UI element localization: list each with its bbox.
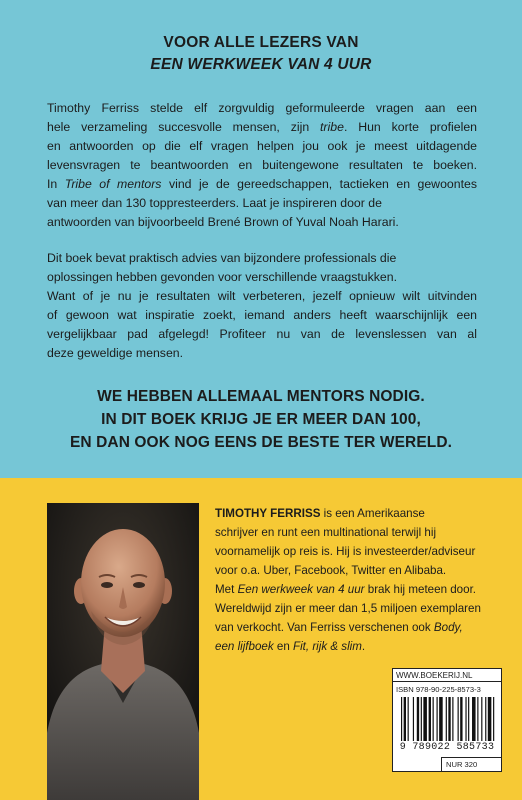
intro-text: vind je de gereedschappen, tactieken en gewoontes [161,177,477,191]
slogan-line: WE HEBBEN ALLEMAAL MENTORS NODIG. [97,388,425,405]
bio-text-italic: Body, [433,621,463,634]
body-line: of gewoon wat inspiratie zoekt, iemand anders heeft waarschijnlijk een [47,308,477,322]
body-line: oplossingen hebben gevonden voor verschillende vraagstukken. [47,270,398,284]
author-portrait-image [47,503,199,800]
bio-text: brak hij meteen door. [364,583,477,596]
isbn-text: ISBN 978-90-225-8573-3 [396,685,481,694]
intro-line: en antwoorden op die elf vragen helpen jou ook je meest uitdagende [47,139,477,153]
intro-line [47,175,477,194]
body-line: Dit boek bevat praktisch advies van bijzondere professionals die [47,251,397,265]
intro-line: levensvragen te beantwoorden en buitengewone resultaten te boeken. [47,158,477,172]
bio-text-italic: Een werkweek van 4 uur [237,583,365,596]
author-bio [215,504,485,656]
intro-line: van meer dan 130 toppresteerders. Laat je inspireren door de [47,196,382,210]
bio-line: Wereldwijd zijn er meer dan 1,5 miljoen exemplaren [215,602,481,615]
bio-line [215,580,485,599]
slogan-line: IN DIT BOEK KRIJG JE ER MEER DAN 100, [101,411,421,428]
slogan-line: EN DAN OOK NOG EENS DE BESTE TER WERELD. [69,434,453,451]
bio-line: schrijver en runt een multinational terwijl hij [215,526,437,539]
body-line: vergelijkbaar pad afgelegd! Profiteer nu van de levenslessen van al [47,327,477,341]
author-name: TIMOTHY FERRISS [215,507,321,520]
intro-line: Timothy Ferriss stelde elf zorgvuldig geformuleerde vragen aan een [47,101,477,115]
intro-text: . Hun korte profielen [343,120,477,134]
intro-text-italic: Tribe of mentors [64,177,162,191]
bio-line: voornamelijk op reis is. Hij is investeerder/adviseur [215,545,476,558]
barcode-digits: 9 789022 585733 [399,742,495,753]
bio-text: . [361,640,366,653]
bio-text: Met [215,583,238,596]
author-photo [47,503,199,800]
nur-code: NUR 320 [441,757,501,771]
body-line: deze geweldige mensen. [47,346,184,360]
barcode-bars-icon [401,697,497,741]
bio-text: en [273,640,293,653]
bio-text: van verkocht. Van Ferriss verschenen ook [215,621,434,634]
body-line: Want of je nu je resultaten wilt verbeteren, jezelf opnieuw wilt uitvinden [47,289,477,303]
bio-text: is een Amerikaanse [320,507,425,520]
intro-text: In [47,177,65,191]
barcode-label [392,668,502,772]
headline [0,32,522,76]
bio-line [215,637,485,656]
headline-line2: EEN WERKWEEK VAN 4 UUR [150,56,372,73]
intro-line: antwoorden van bijvoorbeeld Brené Brown of Yuval Noah Harari. [47,215,399,229]
bio-line [215,504,485,523]
intro-text-italic: tribe [320,120,344,134]
bio-line [215,618,485,637]
intro-paragraph [47,99,477,232]
slogan [0,385,522,454]
publisher-url: WWW.BOEKERIJ.NL [393,669,501,682]
bio-line: voor o.a. Uber, Facebook, Twitter en Alibaba. [215,564,447,577]
second-paragraph [47,249,477,363]
headline-line1: VOOR ALLE LEZERS VAN [163,34,359,51]
intro-text: hele verzameling succesvolle mensen, zijn [47,120,321,134]
bio-text-italic: een lijfboek [215,640,274,653]
bio-text-italic: Fit, rijk & slim [293,640,362,653]
intro-line [47,118,477,137]
